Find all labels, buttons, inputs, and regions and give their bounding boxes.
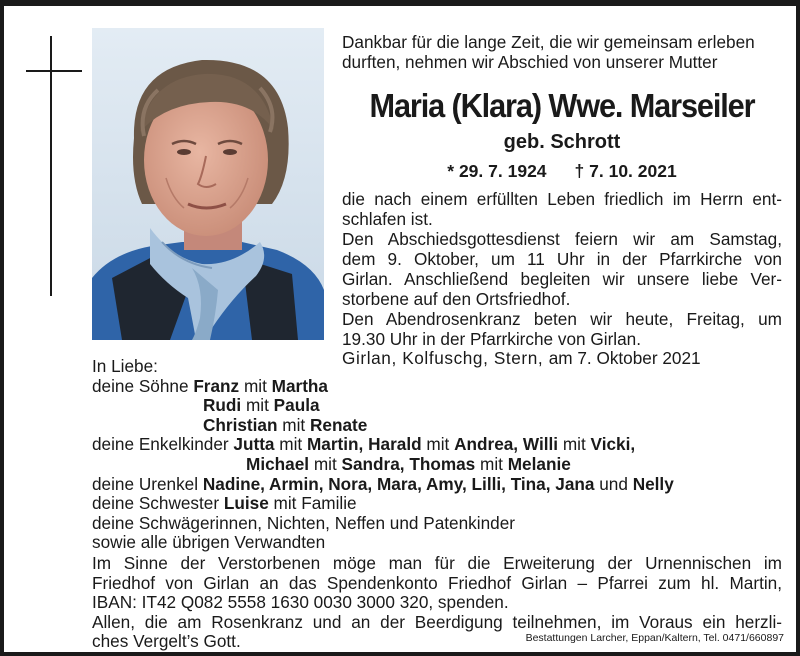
announcement-line: dem 9. Oktober, um 11 Uhr in der Pfarrkirche von: [342, 249, 782, 269]
family-list: [92, 357, 674, 553]
intro-line: durften, nehmen wir Abschied von unserer Mutter: [342, 52, 718, 72]
birth-date: * 29. 7. 1924: [447, 161, 547, 181]
son-name: Franz: [193, 375, 240, 396]
spouse-name: Melanie: [507, 453, 571, 474]
notice-date: am 7. Oktober 2021: [548, 348, 701, 368]
spouse-name: Martin,: [306, 434, 364, 455]
announcement-line: Girlan. Anschließend begleiten wir unsere liebe Ver-: [342, 269, 782, 289]
spouse-name: Vicki,: [590, 434, 636, 455]
spouse-name: Sandra, Thomas: [341, 453, 476, 474]
grandchild-name: Willi: [522, 434, 559, 455]
grandchild-name: Michael: [246, 453, 310, 474]
with-word: mit: [562, 434, 586, 455]
spouse-name: Andrea,: [454, 434, 519, 455]
great-grandchild-name: Nelly: [632, 473, 674, 494]
with-word: mit: [279, 434, 303, 455]
grandchild-name: Jutta: [233, 434, 275, 455]
place-names: Girlan, Kolfuschg, Stern,: [342, 348, 544, 368]
son-name: Rudi: [203, 395, 242, 416]
with-word: mit: [243, 375, 267, 396]
and-word: und: [599, 473, 628, 494]
grandchildren-row: [92, 455, 674, 475]
announcement-line: Den Abschiedsgottesdienst feiern wir am Samstag,: [342, 229, 782, 249]
closing-line: ches Vergelt’s Gott.: [92, 631, 241, 652]
intro-line: Dankbar für die lange Zeit, die wir gemeinsam erleben: [342, 32, 755, 52]
closing-line: IBAN: IT42 Q082 5558 1630 0030 3000 320, spenden.: [92, 592, 509, 613]
with-word: mit: [245, 395, 269, 416]
spouse-name: Martha: [271, 375, 328, 396]
announcement-text: [342, 189, 782, 349]
with-word: mit: [313, 453, 337, 474]
announcement-line: schlafen ist.: [342, 209, 433, 229]
great-grandchildren-label: deine Urenkel: [92, 473, 199, 494]
sister-label: deine Schwester: [92, 493, 220, 514]
intro-text: [342, 32, 755, 72]
spouse-name: Paula: [273, 395, 320, 416]
cross-horizontal-bar: [26, 70, 82, 72]
great-grandchildren-names: Nadine, Armin, Nora, Mara, Amy, Lilli, Tina, Jana: [202, 473, 595, 494]
closing-line: Allen, die am Rosenkranz und an der Beerdigung teilnehmen, im Voraus ein herzli-: [92, 611, 782, 632]
sister-suffix: mit Familie: [273, 493, 357, 514]
announcement-line: storbene auf den Ortsfriedhof.: [342, 289, 571, 309]
with-word: mit: [282, 414, 306, 435]
announcement-line: die nach einem erfüllten Leben friedlich im Herrn ent-: [342, 189, 782, 209]
announcement-line: 19.30 Uhr in der Pfarrkirche von Girlan.: [342, 329, 642, 349]
sons-row: [92, 416, 674, 436]
grandchildren-row: [92, 435, 674, 455]
with-word: mit: [480, 453, 503, 474]
great-grandchildren-row: [92, 475, 674, 495]
life-dates: [340, 160, 784, 182]
funeral-home-credit: Bestattungen Larcher, Eppan/Kaltern, Tel. 0471/660897: [525, 632, 784, 644]
deceased-name: Maria (Klara) Wwe. Marseiler: [369, 87, 755, 124]
sons-row: [92, 377, 674, 397]
sons-row: [92, 396, 674, 416]
son-name: Christian: [203, 414, 278, 435]
spouse-name: Renate: [309, 414, 368, 435]
closing-line: Friedhof von Girlan an das Spendenkonto Friedhof Girlan – Pfarrei zum hl. Martin,: [92, 572, 782, 593]
portrait-photo: [92, 28, 324, 340]
death-date: † 7. 10. 2021: [574, 161, 677, 181]
with-word: mit: [426, 434, 450, 455]
family-heading: In Liebe:: [92, 356, 158, 376]
cross-vertical-bar: [50, 36, 52, 296]
closing-line: Im Sinne der Verstorbenen möge man für die Erweiterung der Urnennischen im: [92, 553, 782, 573]
grandchildren-label: deine Enkelkinder: [92, 434, 229, 455]
sister-row: [92, 494, 674, 514]
birth-name: geb. Schrott: [503, 131, 621, 153]
announcement-line: Den Abendrosenkranz beten wir heute, Freitag, um: [342, 309, 782, 329]
inlaws-row: deine Schwägerinnen, Nichten, Neffen und Patenkinder: [92, 512, 515, 533]
grandchild-name: Harald: [368, 434, 422, 455]
sister-name: Luise: [223, 493, 269, 514]
relatives-row: sowie alle übrigen Verwandten: [92, 532, 326, 553]
sons-label: deine Söhne: [92, 375, 189, 396]
